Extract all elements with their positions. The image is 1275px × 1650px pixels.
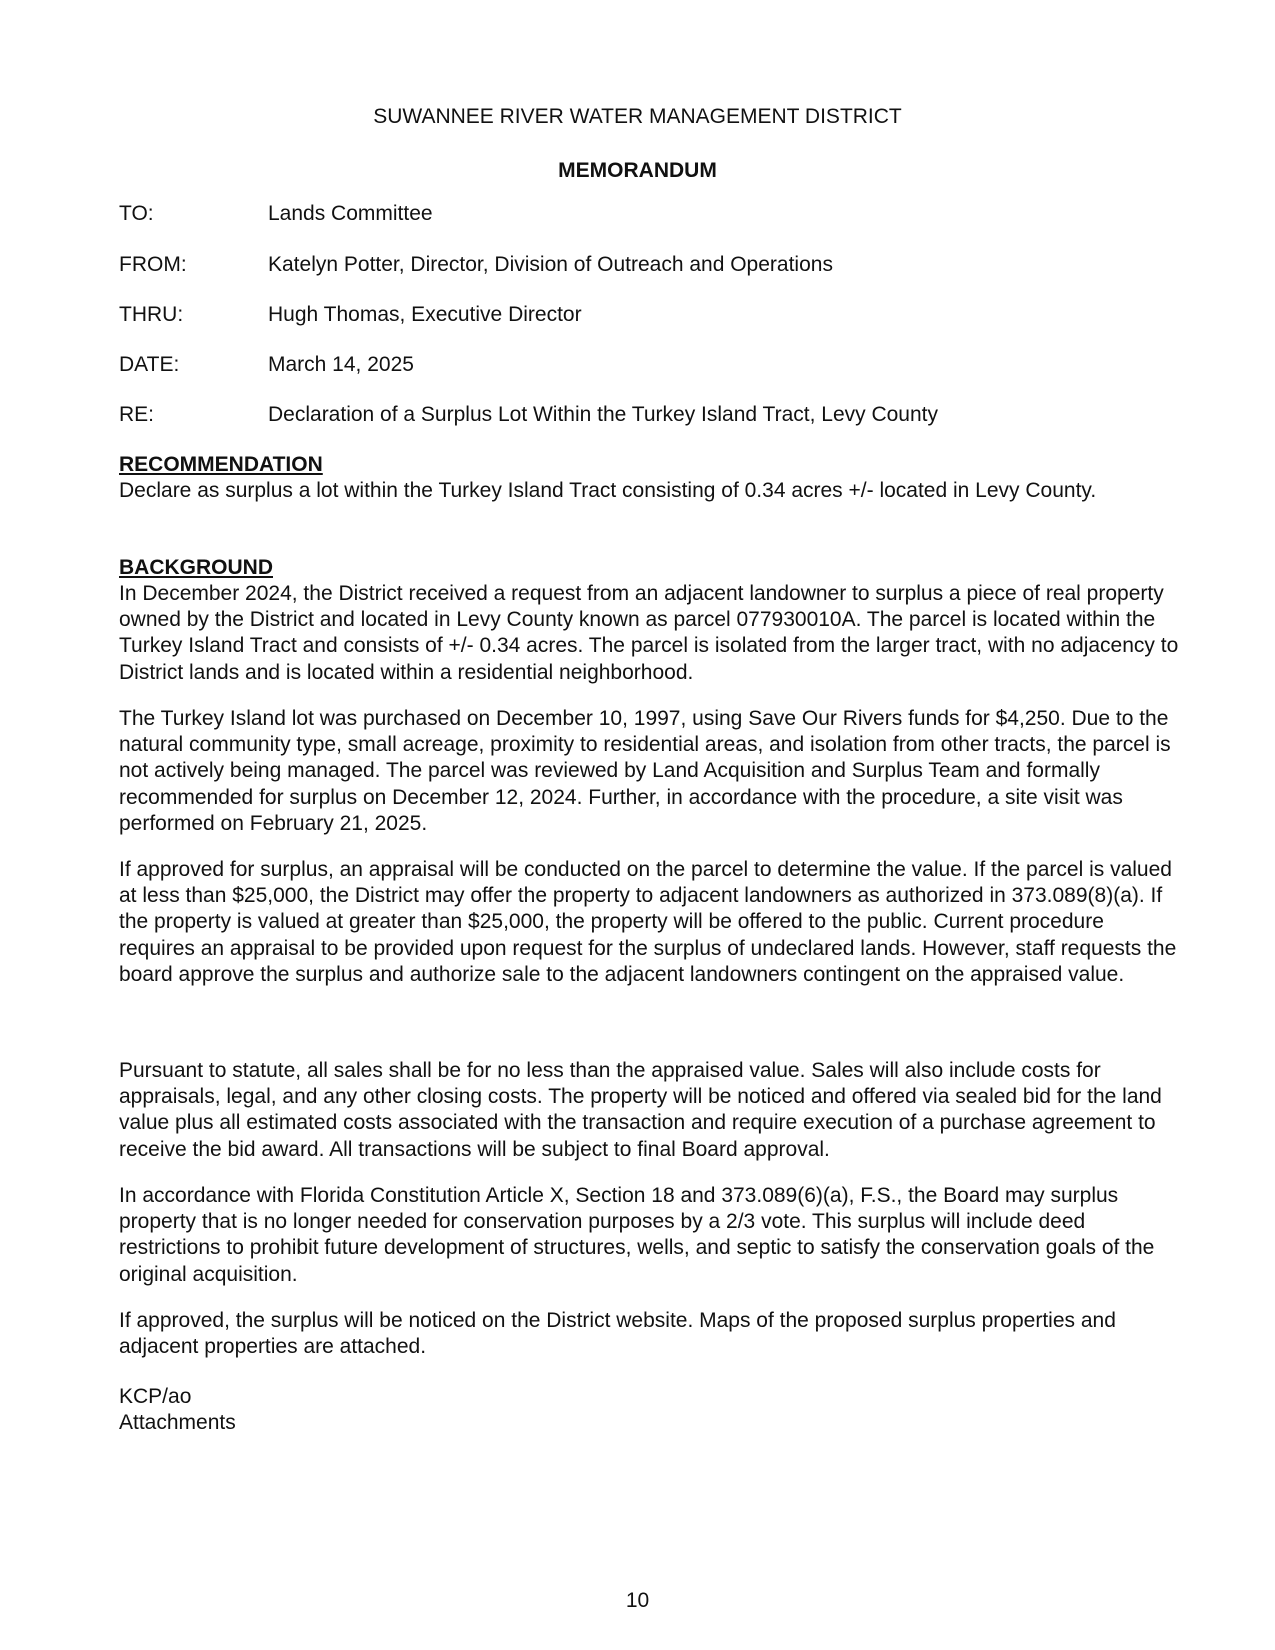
memo-title: MEMORANDUM [558,159,717,182]
background-paragraph-5: In accordance with Florida Constitution Article X, Section 18 and 373.089(6)(a), F.S., the Board may surplus property that is no longer needed for conservation purposes by a 2/3 vote. This surplus will include deed restrictions to prohibit future development of structures, wells, and septic to satisfy the conservation goals of the original acquisition. [119,1184,1155,1286]
recommendation-section [119,452,1179,504]
background-heading-block [119,555,1179,581]
background-paragraph-1: In December 2024, the District received a request from an adjacent landowner to surplus a piece of real property owned by the District and located in Levy County known as parcel 077930010A. The parcel is located within the Turkey Island Tract and consists of +/- 0.34 acres. The parcel is isolated from the larger tract, with no adjacency to District lands and is located within a residential neighborhood. [119,582,1179,684]
page-number: 10 [625,1589,650,1612]
header-value-from: Katelyn Potter, Director, Division of Outreach and Operations [268,253,833,276]
background-paragraph-6: If approved, the surplus will be noticed on the District website. Maps of the proposed surplus properties and adjacent properties are attached. [119,1309,1116,1359]
header-label-thru: THRU: [119,303,184,326]
recommendation-heading: RECOMMENDATION [119,453,323,476]
author-initials: KCP/ao [119,1385,192,1408]
header-row-date [119,352,1179,378]
recommendation-text: Declare as surplus a lot within the Turkey Island Tract consisting of 0.34 acres +/- located in Levy County. [119,479,1097,503]
header-row-re [119,402,1179,428]
background-paragraph-4: Pursuant to statute, all sales shall be for no less than the appraised value. Sales will also include costs for appraisals, legal, and any other closing costs. The property will be noticed and offered via sealed bid for the land value plus all estimated costs associated with the transaction and require execution of a purchase agreement to receive the bid award. All transactions will be subject to final Board approval. [119,1059,1162,1161]
background-heading: BACKGROUND [119,556,273,579]
header-label-to: TO: [119,202,154,225]
header-label-from: FROM: [119,253,187,276]
organization-name: SUWANNEE RIVER WATER MANAGEMENT DISTRICT [373,105,902,128]
attachments-label: Attachments [119,1411,236,1435]
background-paragraph-2: The Turkey Island lot was purchased on December 10, 1997, using Save Our Rivers funds for $4,250. Due to the natural community type, small acreage, proximity to residential areas, and isolation from other tracts, the parcel is not actively being managed. The parcel was reviewed by Land Acquisition and Surplus Team and formally recommended for surplus on December 12, 2024. Further, in accordance with the procedure, a site visit was performed on February 21, 2025. [119,707,1171,835]
header-value-to: Lands Committee [268,202,433,225]
header-label-date: DATE: [119,353,180,376]
header-value-re: Declaration of a Surplus Lot Within the Turkey Island Tract, Levy County [268,403,938,426]
header-label-re: RE: [119,403,155,426]
header-value-date: March 14, 2025 [268,353,414,376]
header-row-thru [119,302,1179,328]
header-row-to [119,201,1179,227]
background-paragraph-3: If approved for surplus, an appraisal will be conducted on the parcel to determine the value. If the parcel is valued at less than $25,000, the District may offer the property to adjacent landowners as authorized in 373.089(8)(a). If the property is valued at greater than $25,000, the property will be offered to the public. Current procedure requires an appraisal to be provided upon request for the surplus of undeclared lands. However, staff requests the board approve the surplus and authorize sale to the adjacent landowners contingent on the appraised value. [119,858,1177,986]
signoff-block [119,1384,1181,1436]
header-row-from [119,252,1179,278]
header-value-thru: Hugh Thomas, Executive Director [268,303,582,326]
